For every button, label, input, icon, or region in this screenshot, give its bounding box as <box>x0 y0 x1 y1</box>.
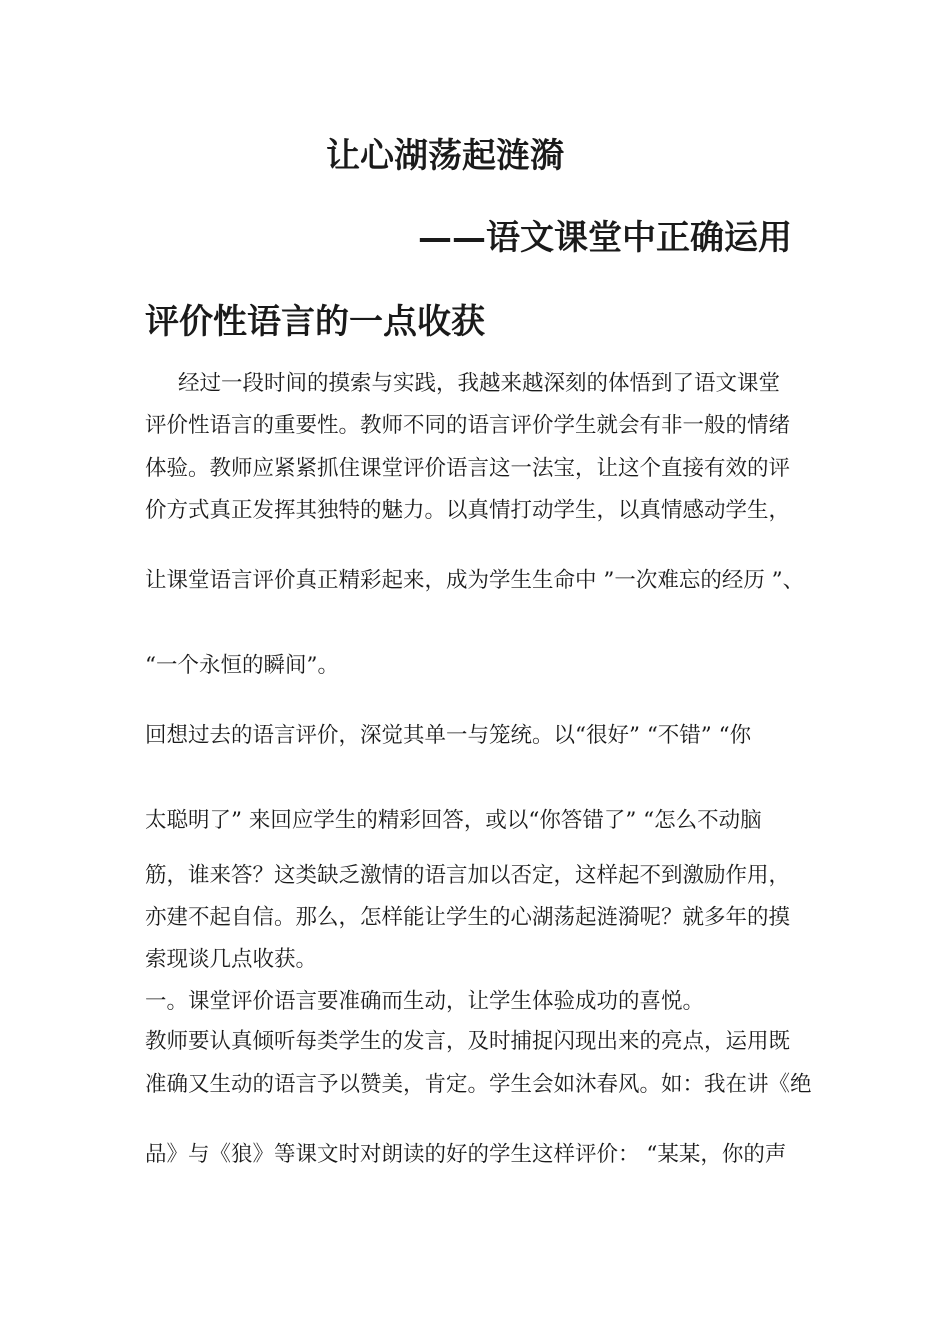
paragraph-line: 体验。教师应紧紧抓住课堂评价语言这一法宝，让这个直接有效的评 <box>145 456 791 481</box>
paragraph-line: “一个永恒的瞬间”。 <box>145 653 339 678</box>
document-subtitle-line-2: 评价性语言的一点收获 <box>145 302 485 342</box>
paragraph-line: 回想过去的语言评价，深觉其单一与笼统。以“很好” “不错” “你 <box>145 723 752 748</box>
paragraph-line: 评价性语言的重要性。教师不同的语言评价学生就会有非一般的情绪 <box>145 413 791 438</box>
document-title: 让心湖荡起涟漪 <box>326 136 564 176</box>
paragraph-line: 太聪明了” 来回应学生的精彩回答，或以“你答错了” “怎么不动脑 <box>145 808 762 833</box>
paragraph-line: 索现谈几点收获。 <box>145 947 318 972</box>
paragraph-line: 教师要认真倾听每类学生的发言，及时捕捉闪现出来的亮点，运用既 <box>145 1029 791 1054</box>
paragraph-line: 价方式真正发挥其独特的魅力。以真情打动学生，以真情感动学生， <box>145 498 791 523</box>
paragraph-line: 准确又生动的语言予以赞美，肯定。学生会如沐春风。如：我在讲《绝 <box>145 1072 812 1097</box>
paragraph-line: 经过一段时间的摸索与实践，我越来越深刻的体悟到了语文课堂 <box>178 371 781 396</box>
paragraph-line: 筋，谁来答？这类缺乏激情的语言加以否定，这样起不到激励作用， <box>145 863 791 888</box>
document-subtitle-line-1: ——语文课堂中正确运用 <box>418 218 792 258</box>
paragraph-line: 亦建不起自信。那么，怎样能让学生的心湖荡起涟漪呢？就多年的摸 <box>145 905 791 930</box>
paragraph-line: 让课堂语言评价真正精彩起来，成为学生生命中 ”一次难忘的经历 ”、 <box>145 568 805 593</box>
section-heading: 一。课堂评价语言要准确而生动，让学生体验成功的喜悦。 <box>145 989 705 1014</box>
paragraph-line: 品》与《狼》等课文时对朗读的好的学生这样评价： “某某，你的声 <box>145 1142 787 1167</box>
